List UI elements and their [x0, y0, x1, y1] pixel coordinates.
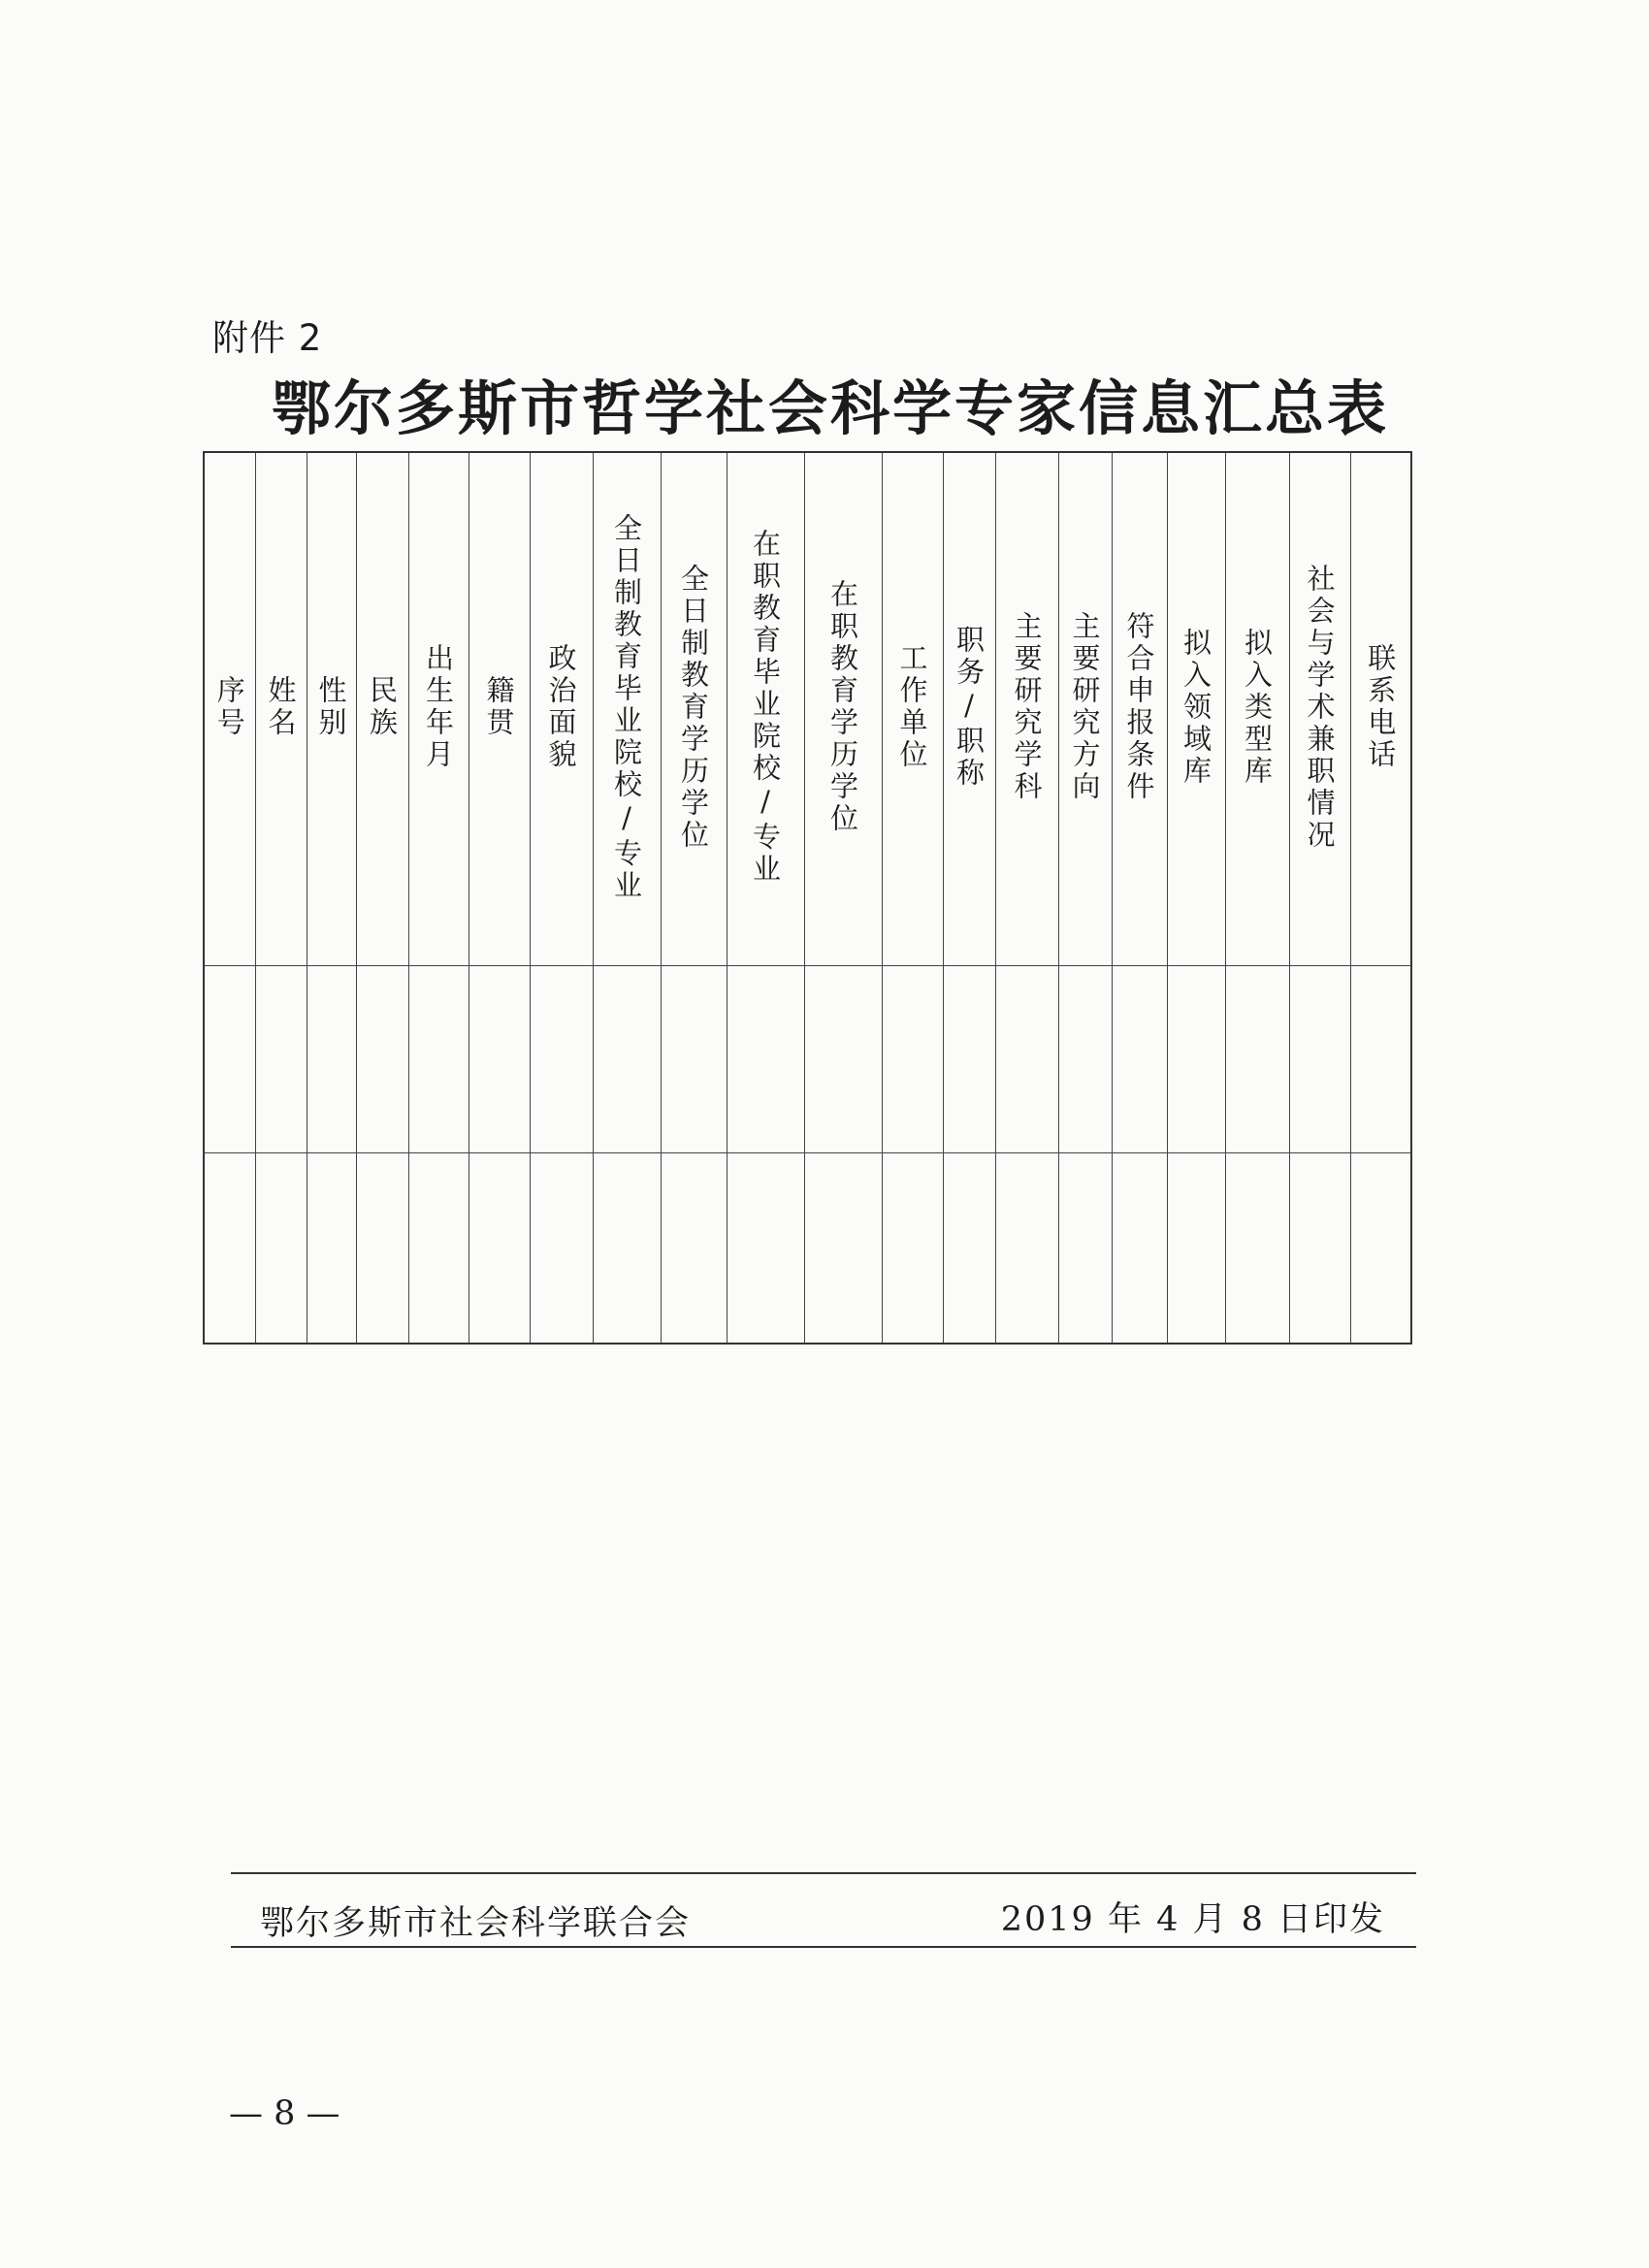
- header-label: 序号: [212, 675, 246, 739]
- table-cell: [408, 1153, 469, 1345]
- table-cell: [356, 966, 408, 1153]
- header-cell: [530, 452, 593, 966]
- header-cell: [255, 452, 307, 966]
- table-cell: [469, 966, 530, 1153]
- table-cell: [469, 1153, 530, 1345]
- table-cell: [1350, 966, 1411, 1153]
- header-cell: [1350, 452, 1411, 966]
- header-label: 主要研究学科: [1010, 611, 1044, 803]
- header-label: 主要研究方向: [1068, 611, 1102, 803]
- table-cell: [1289, 1153, 1350, 1345]
- header-label: 职务/职称: [953, 625, 986, 790]
- table-cell: [1058, 966, 1112, 1153]
- header-cell: [469, 452, 530, 966]
- table-cell: [1350, 1153, 1411, 1345]
- table-cell: [727, 1153, 804, 1345]
- footer-top-rule: [231, 1872, 1416, 1874]
- table-cell: [255, 966, 307, 1153]
- table-cell: [727, 966, 804, 1153]
- table-cell: [1112, 966, 1167, 1153]
- header-label: 拟入类型库: [1241, 627, 1274, 788]
- footer-issuer: 鄂尔多斯市社会科学联合会: [260, 1904, 692, 1943]
- header-label: 符合申报条件: [1122, 611, 1156, 803]
- header-label: 社会与学术兼职情况: [1303, 563, 1337, 852]
- table-cell: [1225, 1153, 1289, 1345]
- header-cell: [804, 452, 882, 966]
- page-title: 鄂尔多斯市哲学社会科学专家信息汇总表: [272, 374, 1390, 443]
- expert-info-table: [203, 451, 1412, 1345]
- header-cell: [593, 452, 661, 966]
- table-cell: [307, 1153, 356, 1345]
- table-cell: [882, 1153, 943, 1345]
- table-cell: [1225, 966, 1289, 1153]
- table-cell: [593, 1153, 661, 1345]
- header-label: 全日制教育毕业院校/专业: [610, 512, 643, 902]
- header-label: 民族: [366, 675, 399, 739]
- header-label: 出生年月: [422, 643, 455, 771]
- table-cell: [204, 966, 255, 1153]
- table-row: [204, 966, 1411, 1153]
- table-cell: [356, 1153, 408, 1345]
- header-cell: [1225, 452, 1289, 966]
- footer-bottom-rule: [231, 1946, 1416, 1948]
- table-cell: [661, 966, 727, 1153]
- header-cell: [1058, 452, 1112, 966]
- table-cell: [943, 1153, 995, 1345]
- header-label: 全日制教育学历学位: [677, 563, 710, 852]
- table-cell: [530, 1153, 593, 1345]
- header-cell: [408, 452, 469, 966]
- table-row: [204, 1153, 1411, 1345]
- page-number: — 8 —: [229, 2094, 340, 2133]
- table-cell: [1167, 1153, 1225, 1345]
- table-cell: [307, 966, 356, 1153]
- table-cell: [204, 1153, 255, 1345]
- header-cell: [995, 452, 1058, 966]
- header-label: 性别: [314, 675, 348, 739]
- table-cell: [661, 1153, 727, 1345]
- header-label: 籍贯: [482, 675, 516, 739]
- attachment-label: 附件 2: [212, 317, 323, 359]
- table-cell: [882, 966, 943, 1153]
- header-label: 政治面貌: [544, 643, 578, 771]
- header-cell: [943, 452, 995, 966]
- table-cell: [804, 966, 882, 1153]
- header-label: 工作单位: [895, 643, 929, 771]
- header-cell: [661, 452, 727, 966]
- table-cell: [530, 966, 593, 1153]
- table-cell: [1058, 1153, 1112, 1345]
- header-cell: [204, 452, 255, 966]
- header-label: 联系电话: [1364, 643, 1398, 771]
- table-cell: [943, 966, 995, 1153]
- table-cell: [995, 966, 1058, 1153]
- header-label: 拟入领域库: [1180, 627, 1212, 788]
- table-cell: [1167, 966, 1225, 1153]
- header-cell: [1289, 452, 1350, 966]
- table-cell: [995, 1153, 1058, 1345]
- table-cell: [408, 966, 469, 1153]
- header-label: 在职教育学历学位: [826, 579, 859, 835]
- table-header-row: [204, 452, 1411, 966]
- table-cell: [255, 1153, 307, 1345]
- header-label: 姓名: [264, 675, 298, 739]
- header-label: 在职教育毕业院校/专业: [749, 529, 782, 886]
- table-cell: [804, 1153, 882, 1345]
- table-cell: [1112, 1153, 1167, 1345]
- header-cell: [1167, 452, 1225, 966]
- header-cell: [882, 452, 943, 966]
- header-cell: [727, 452, 804, 966]
- table-cell: [1289, 966, 1350, 1153]
- header-cell: [1112, 452, 1167, 966]
- table-cell: [593, 966, 661, 1153]
- footer-issue-date: 2019 年 4 月 8 日印发: [1000, 1900, 1385, 1939]
- header-cell: [356, 452, 408, 966]
- header-cell: [307, 452, 356, 966]
